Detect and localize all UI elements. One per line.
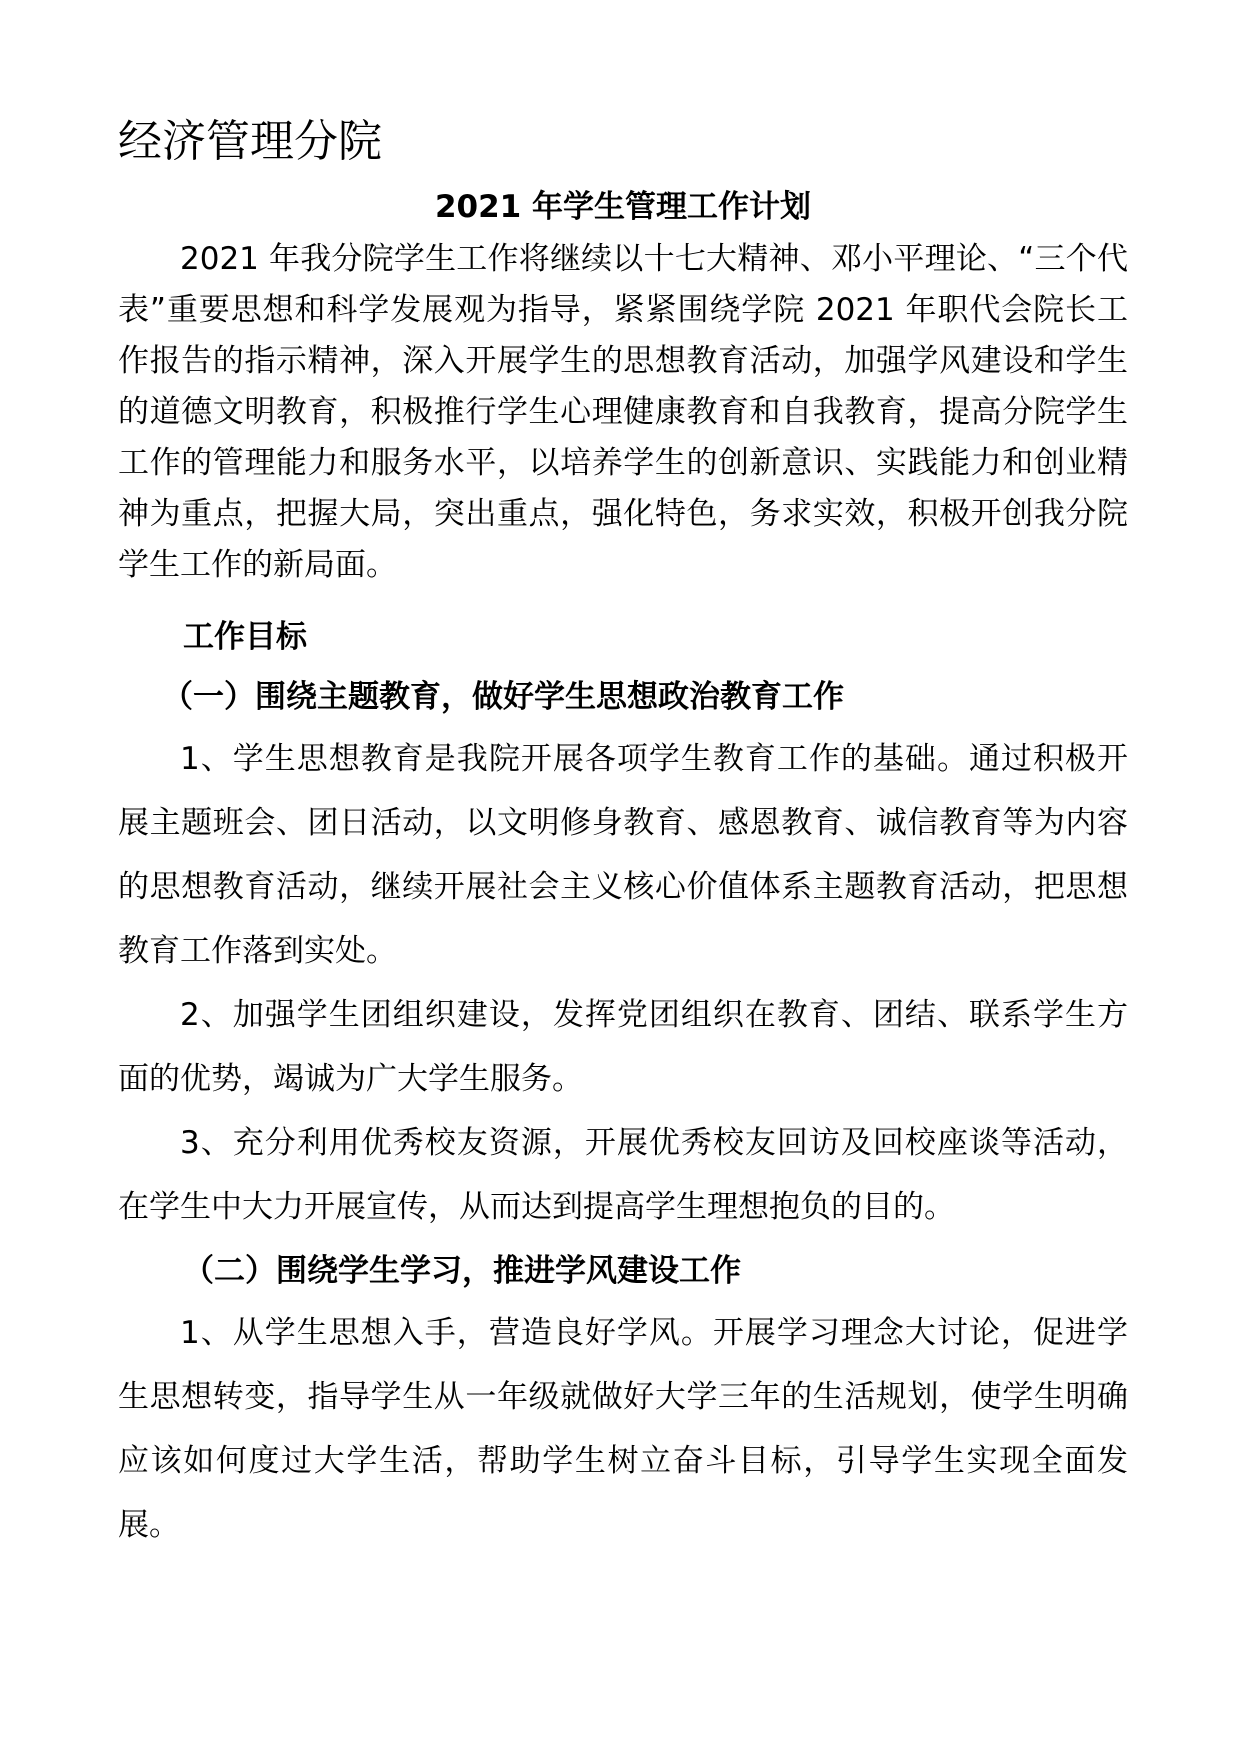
goal-heading: 工作目标: [183, 619, 307, 655]
document-page: [118, 112, 1128, 1557]
section-1-paragraph-2: 2、加强学生团组织建设，发挥党团组织在教育、团结、联系学生方面的优势，竭诚为广大学生服务。: [118, 997, 1128, 1097]
department-name: 经济管理分院: [118, 116, 382, 167]
section-2: [118, 1243, 1128, 1557]
document-title: 2021 年学生管理工作计划: [434, 189, 812, 225]
section-1: [118, 669, 1128, 1239]
section-2-paragraph-1: 1、从学生思想入手，营造良好学风。开展学习理念大讨论，促进学生思想转变，指导学生从一年级就做好大学三年的生活规划，使学生明确应该如何度过大学生活，帮助学生树立奋斗目标，引导学生实现全面发展。: [118, 1315, 1128, 1543]
section-1-paragraph-3: 3、充分利用优秀校友资源，开展优秀校友回访及回校座谈等活动，在学生中大力开展宣传，从而达到提高学生理想抱负的目的。: [118, 1125, 1128, 1225]
section-1-paragraph-1: 1、学生思想教育是我院开展各项学生教育工作的基础。通过积极开展主题班会、团日活动，以文明修身教育、感恩教育、诚信教育等为内容的思想教育活动，继续开展社会主义核心价值体系主题教育活动，把思想教育工作落到实处。: [118, 741, 1128, 969]
section-2-heading: （二）围绕学生学习，推进学风建设工作: [183, 1253, 741, 1289]
intro-paragraph: 2021 年我分院学生工作将继续以十七大精神、邓小平理论、“三个代表”重要思想和科学发展观为指导，紧紧围绕学院 2021 年职代会院长工作报告的指示精神，深入开展学生的思想教育活动，加强学风建设和学生的道德文明教育，积极推行学生心理健康教育和自我教育，提高分院学生工作的管理能力和服务水平，以培养学生的创新意识、实践能力和创业精神为重点，把握大局，突出重点，强化特色，务求实效，积极开创我分院学生工作的新局面。: [118, 241, 1128, 583]
section-1-heading: （一）围绕主题教育，做好学生思想政治教育工作: [162, 679, 844, 715]
